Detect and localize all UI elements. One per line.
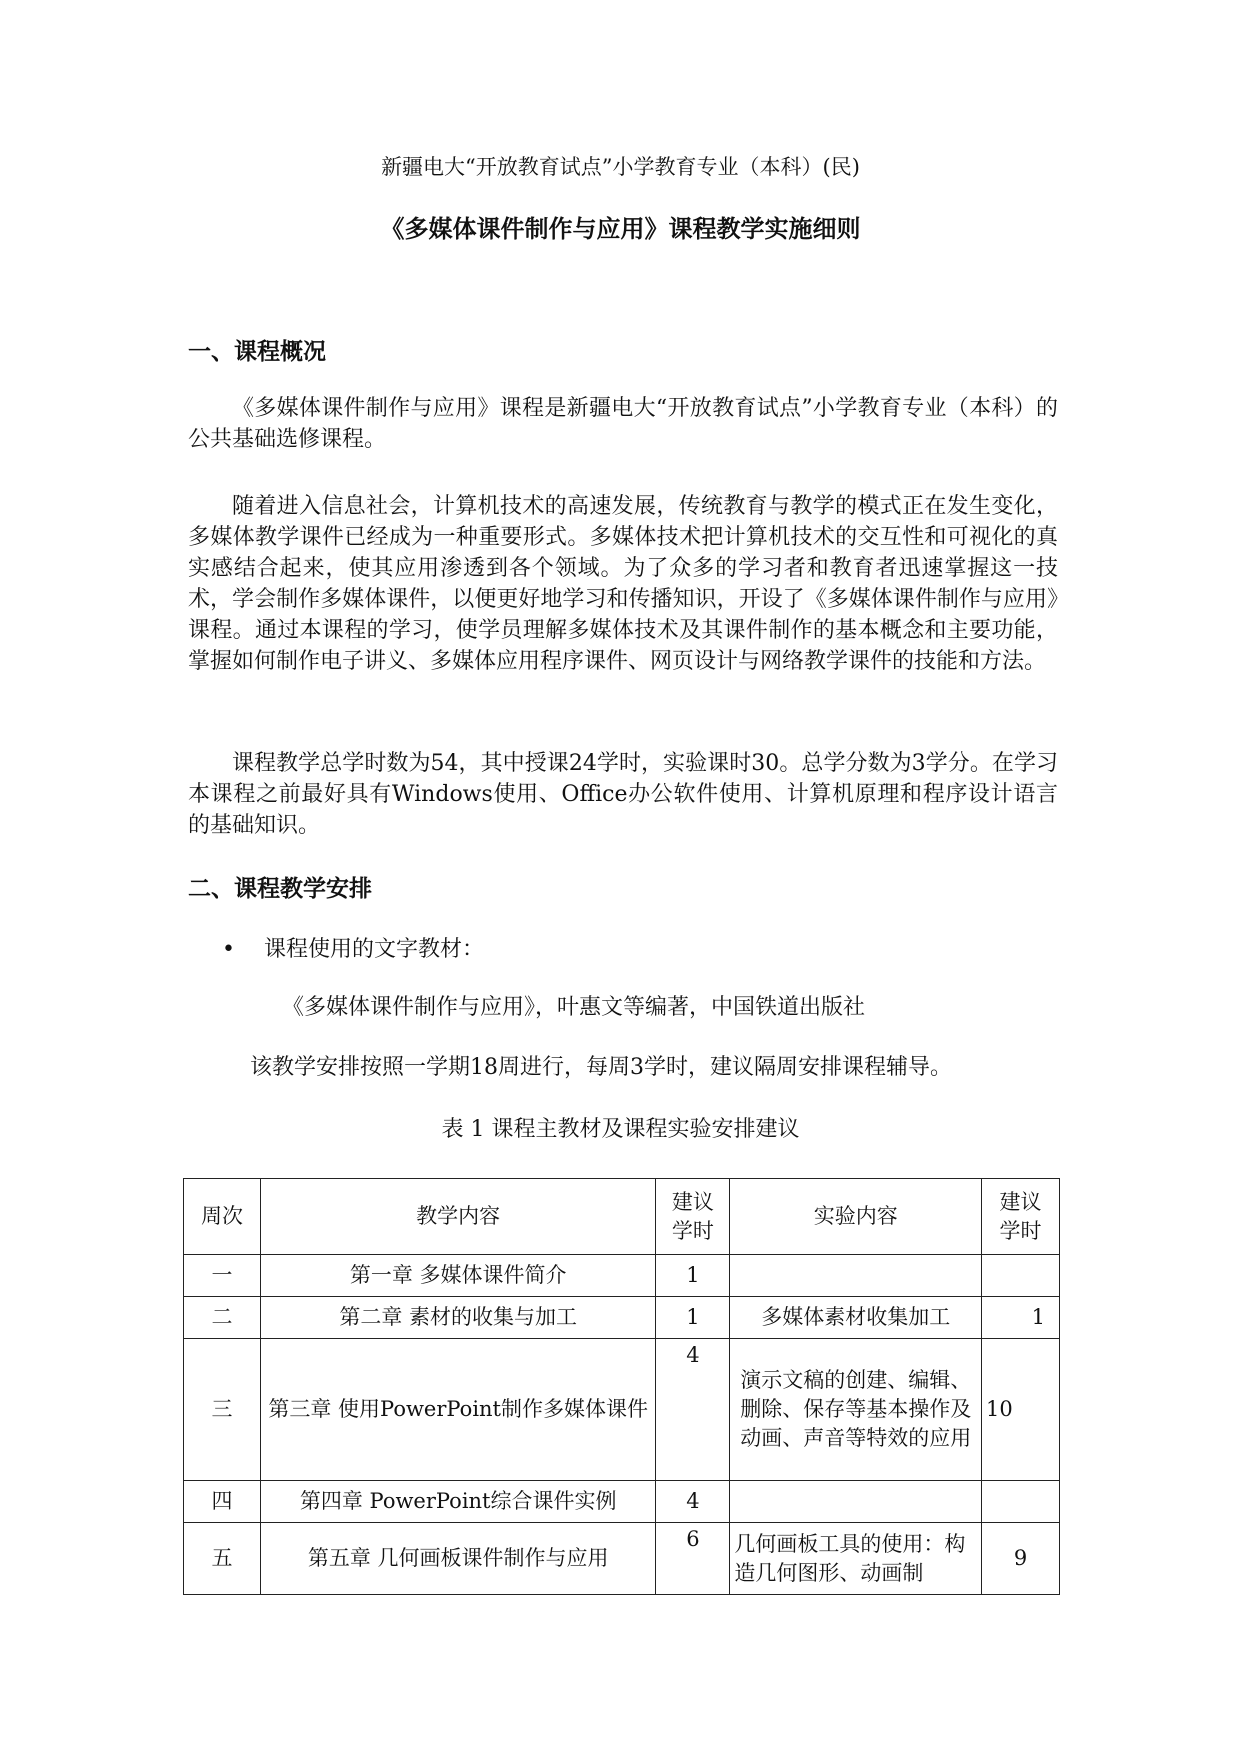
cell-week: 四	[184, 1481, 261, 1523]
schedule-note: 该教学安排按照一学期18周进行，每周3学时，建议隔周安排课程辅导。	[250, 1055, 952, 1080]
header-hours: 建议 学时	[656, 1179, 730, 1255]
header-week: 周次	[184, 1179, 261, 1255]
cell-content: 第一章 多媒体课件简介	[260, 1255, 656, 1297]
overview-paragraph-3: 课程教学总学时数为54，其中授课24学时，实验课时30。总学分数为3学分。在学习本课程之前最好具有Windows使用、Office办公软件使用、计算机原理和程序设计语言的基础知识。	[188, 751, 1058, 838]
table-row	[184, 1339, 1060, 1481]
cell-hours: 4	[656, 1339, 730, 1481]
section-heading-overview: 一、课程概况	[188, 338, 326, 365]
cell-lab: 演示文稿的创建、编辑、删除、保存等基本操作及动画、声音等特效的应用	[730, 1339, 982, 1481]
bullet-marker: •	[222, 937, 235, 962]
document-title: 《多媒体课件制作与应用》课程教学实施细则	[380, 214, 861, 243]
cell-content: 第二章 素材的收集与加工	[260, 1297, 656, 1339]
cell-hours: 4	[656, 1481, 730, 1523]
cell-lab	[730, 1255, 982, 1297]
cell-lab: 多媒体素材收集加工	[730, 1297, 982, 1339]
cell-content: 第五章 几何画板课件制作与应用	[260, 1523, 656, 1595]
overview-paragraph-2: 随着进入信息社会，计算机技术的高速发展，传统教育与教学的模式正在发生变化，多媒体教学课件已经成为一种重要形式。多媒体技术把计算机技术的交互性和可视化的真实感结合起来，使其应用渗透到各个领域。为了众多的学习者和教育者迅速掌握这一技术，学会制作多媒体课件，以便更好地学习和传播知识，开设了《多媒体课件制作与应用》课程。通过本课程的学习，使学员理解多媒体技术及其课件制作的基本概念和主要功能，掌握如何制作电子讲义、多媒体应用程序课件、网页设计与网络教学课件的技能和方法。	[188, 494, 1058, 674]
textbook-reference: 《多媒体课件制作与应用》，叶惠文等编著，中国铁道出版社	[282, 995, 866, 1020]
table-row	[184, 1297, 1060, 1339]
table-row	[184, 1255, 1060, 1297]
cell-hours: 6	[656, 1523, 730, 1595]
cell-week: 二	[184, 1297, 261, 1339]
cell-hours: 1	[656, 1255, 730, 1297]
cell-week: 五	[184, 1523, 261, 1595]
cell-lab-hours: 1	[982, 1297, 1060, 1339]
course-plan-table	[183, 1178, 1060, 1595]
cell-lab-hours	[982, 1255, 1060, 1297]
cell-hours: 1	[656, 1297, 730, 1339]
header-lab: 实验内容	[730, 1179, 982, 1255]
table-caption: 表 1 课程主教材及课程实验安排建议	[441, 1117, 800, 1142]
cell-lab-hours: 9	[982, 1523, 1060, 1595]
cell-week: 三	[184, 1339, 261, 1481]
section-heading-arrangement: 二、课程教学安排	[188, 875, 372, 902]
cell-week: 一	[184, 1255, 261, 1297]
cell-lab	[730, 1481, 982, 1523]
cell-lab-hours	[982, 1481, 1060, 1523]
cell-content: 第四章 PowerPoint综合课件实例	[260, 1481, 656, 1523]
cell-lab-hours: 10	[982, 1339, 1060, 1481]
table-row	[184, 1481, 1060, 1523]
table-row	[184, 1523, 1060, 1595]
cell-content: 第三章 使用PowerPoint制作多媒体课件	[260, 1339, 656, 1481]
bullet-text: 课程使用的文字教材：	[264, 937, 485, 962]
cell-lab: 几何画板工具的使用：构造几何图形、动画制	[730, 1523, 982, 1595]
table-header-row	[184, 1179, 1060, 1255]
bullet-item-textbook	[222, 934, 484, 965]
overview-paragraph-1: 《多媒体课件制作与应用》课程是新疆电大“开放教育试点”小学教育专业（本科）的公共基础选修课程。	[188, 396, 1058, 452]
header-lab-hours: 建议 学时	[982, 1179, 1060, 1255]
header-content: 教学内容	[260, 1179, 656, 1255]
document-subtitle: 新疆电大“开放教育试点”小学教育专业（本科）(民)	[381, 155, 860, 179]
